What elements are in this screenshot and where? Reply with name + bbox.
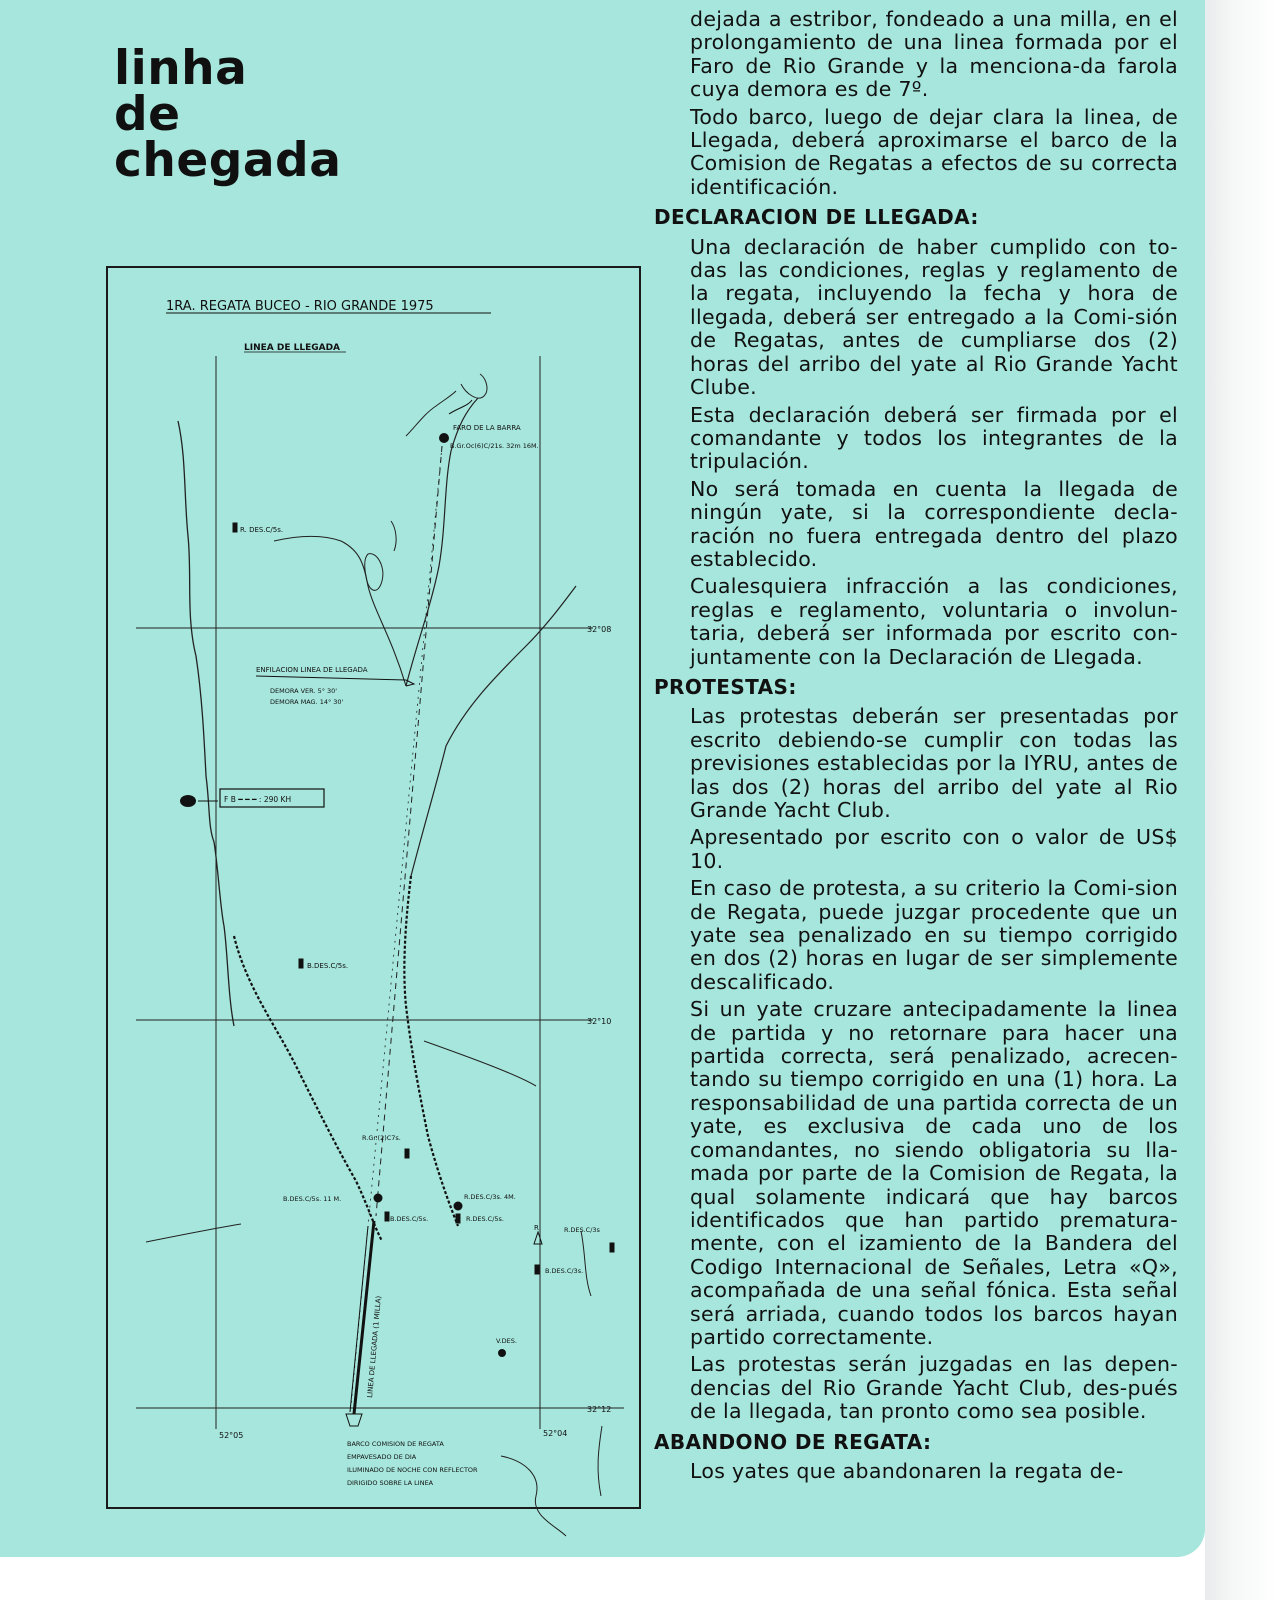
barco-line-3: ILUMINADO DE NOCHE CON REFLECTOR xyxy=(347,1466,478,1474)
barco-line-4: DIRIGIDO SOBRE LA LINEA xyxy=(347,1479,434,1487)
lon-right: 52°04 xyxy=(543,1429,568,1438)
enfilacion-label: ENFILACION LINEA DE LLEGADA xyxy=(256,666,368,674)
demora-mag: DEMORA MAG. 14° 30' xyxy=(270,698,344,706)
lon-left: 52°05 xyxy=(219,1431,244,1440)
page-title xyxy=(114,41,342,188)
lat-top: 32°08 xyxy=(587,625,612,634)
barco-line-1: BARCO COMISION DE REGATA xyxy=(347,1440,444,1448)
paragraph-2: Todo barco, luego de dejar clara la linea, de Llegada, deberá aproximarse el barco de la Comision de Regatas a efectos de su correcta identificación. xyxy=(690,104,1178,199)
lat-mid: 32°10 xyxy=(587,1017,612,1026)
page-edge xyxy=(1205,0,1276,1600)
faro-icon xyxy=(439,433,449,443)
buoy-icon xyxy=(299,959,303,968)
faro-label: FARO DE LA BARRA xyxy=(453,424,521,432)
buoy-rdes-5s: R.DES.C/5s. xyxy=(466,1215,504,1223)
heading-protestas: PROTESTAS: xyxy=(654,674,797,699)
title-line-2: de xyxy=(114,87,181,142)
fb-label: F B ━ ━ ━ : 290 KH xyxy=(224,795,292,804)
vdes-label: V.DES. xyxy=(496,1337,517,1345)
title-line-3: chegada xyxy=(114,133,342,188)
paragraph-10: Si un yate cruzare antecipadamente la linea de partida y no retornare para hacer una partida correcta, será penalizado, acrecen-tando su tiempo corrigido en una (1) hora. La responsabilidad de una partida correcta de un yate, es exclusiva de cada uno de los comandantes, no siendo obligatoria su lla-mada por parte de la Comision de Regata, la qual solamente indicará que hay barcos identificados que han partido prematura-mente, con el izamiento de la Bandera del Codigo Internacional de Señales, Letra «Q», acompañada de una señal fónica. Esta señal será arriada, cuando todos los barcos hayan partido correctamente. xyxy=(690,997,1178,1349)
demora-ver: DEMORA VER. 5° 30' xyxy=(270,687,338,695)
buoy-far-right-r: R.DES.C/3s xyxy=(564,1226,600,1234)
buoy-bdes-left: B.DES.C/5s. 11 M. xyxy=(283,1195,342,1203)
paragraph-12: Los yates que abandonaren la regata de- xyxy=(690,1458,1124,1483)
map-heading: 1RA. REGATA BUCEO - RIO GRANDE 1975 xyxy=(166,299,434,314)
barco-line-2: EMPAVESADO DE DIA xyxy=(347,1453,417,1461)
paragraph-8: Apresentado por escrito con o valor de US$ 10. xyxy=(690,825,1178,873)
buoy-icon xyxy=(233,523,237,532)
paragraph-11: Las protestas serán juzgadas en las depen-dencias del Rio Grande Yacht Club, des-pués de la llegada, tan pronto como sea posible. xyxy=(690,1352,1178,1424)
buoy-rdes-right: R.DES.C/3s. 4M. xyxy=(464,1193,516,1201)
paragraph-4: Esta declaración deberá ser firmada por el comandante y todos los integrantes de la tripulación. xyxy=(690,402,1178,474)
lat-bottom: 32°12 xyxy=(587,1405,612,1414)
buoy-label-mid: B.DES.C/5s. xyxy=(307,962,349,970)
faro-detail: B.Gr.Oc(6)C/21s. 32m 16M. xyxy=(450,442,539,450)
paragraph-5: No será tomada en cuenta la llegada de ningún yate, si la correspondiente decla-ración no fuera entregada dentro del plazo establecido. xyxy=(690,476,1178,571)
buoy-icon xyxy=(374,1194,382,1202)
buoy-bdes-center: B.DES.C/5s. xyxy=(390,1215,429,1223)
buoy-icon xyxy=(499,1350,506,1357)
buoy-icon xyxy=(456,1214,460,1223)
buoy-rgr: R.Gr.(2)C7s. xyxy=(362,1134,401,1142)
paragraph-1: dejada a estribor, fondeado a una milla, en el prolongamiento de una linea formada por el Faro de Rio Grande y la menciona-da farola cuya demora es de 7º. xyxy=(690,7,1178,102)
buoy-far-right-b: B.DES.C/3s. xyxy=(545,1267,584,1275)
paragraph-7: Las protestas deberán ser presentadas por escrito debiendo-se cumplir con todas las previsiones establecidas por la IYRU, antes de las dos (2) horas del arribo del yate al Rio Grande Yacht Club. xyxy=(690,704,1178,822)
radio-beacon-icon xyxy=(180,795,196,807)
buoy-icon xyxy=(385,1212,389,1221)
title-line-1: linha xyxy=(114,41,248,96)
heading-abandono: ABANDONO DE REGATA: xyxy=(654,1429,932,1454)
map-subheading: LINEA DE LLEGADA xyxy=(244,343,341,353)
marker-r: R xyxy=(534,1224,539,1232)
finish-line-map xyxy=(106,266,641,1556)
buoy-label-top: R. DES.C/5s. xyxy=(240,526,284,534)
text-column xyxy=(656,8,1178,1487)
paragraph-9: En caso de protesta, a su criterio la Comi-sion de Regata, puede juzgar procedente que un yate sea penalizado en su tiempo corrigido en dos (2) horas en lugar de ser simplemente descalificado. xyxy=(690,876,1178,994)
buoy-icon xyxy=(405,1149,409,1158)
heading-declaracion: DECLARACION DE LLEGADA: xyxy=(654,205,979,230)
paragraph-3: Una declaración de haber cumplido con to-das las condiciones, reglas y reglamento de la regata, incluyendo la fecha y hora de llegada, deberá ser entregado a la Comi-sión de Regatas, antes de cumpliarse dos (2) horas del arribo del yate al Rio Grande Yacht Clube. xyxy=(690,234,1178,400)
buoy-icon xyxy=(535,1265,539,1274)
paragraph-6: Cualesquiera infracción a las condiciones, reglas e reglamento, voluntaria o involun-taria, deberá ser informada por escrito con-juntamente con la Declaración de Llegada. xyxy=(690,574,1178,669)
buoy-icon xyxy=(454,1202,462,1210)
buoy-icon xyxy=(610,1243,614,1252)
linea-vertical-label: LINEA DE LLEGADA (1 MILLA) xyxy=(366,1295,383,1399)
